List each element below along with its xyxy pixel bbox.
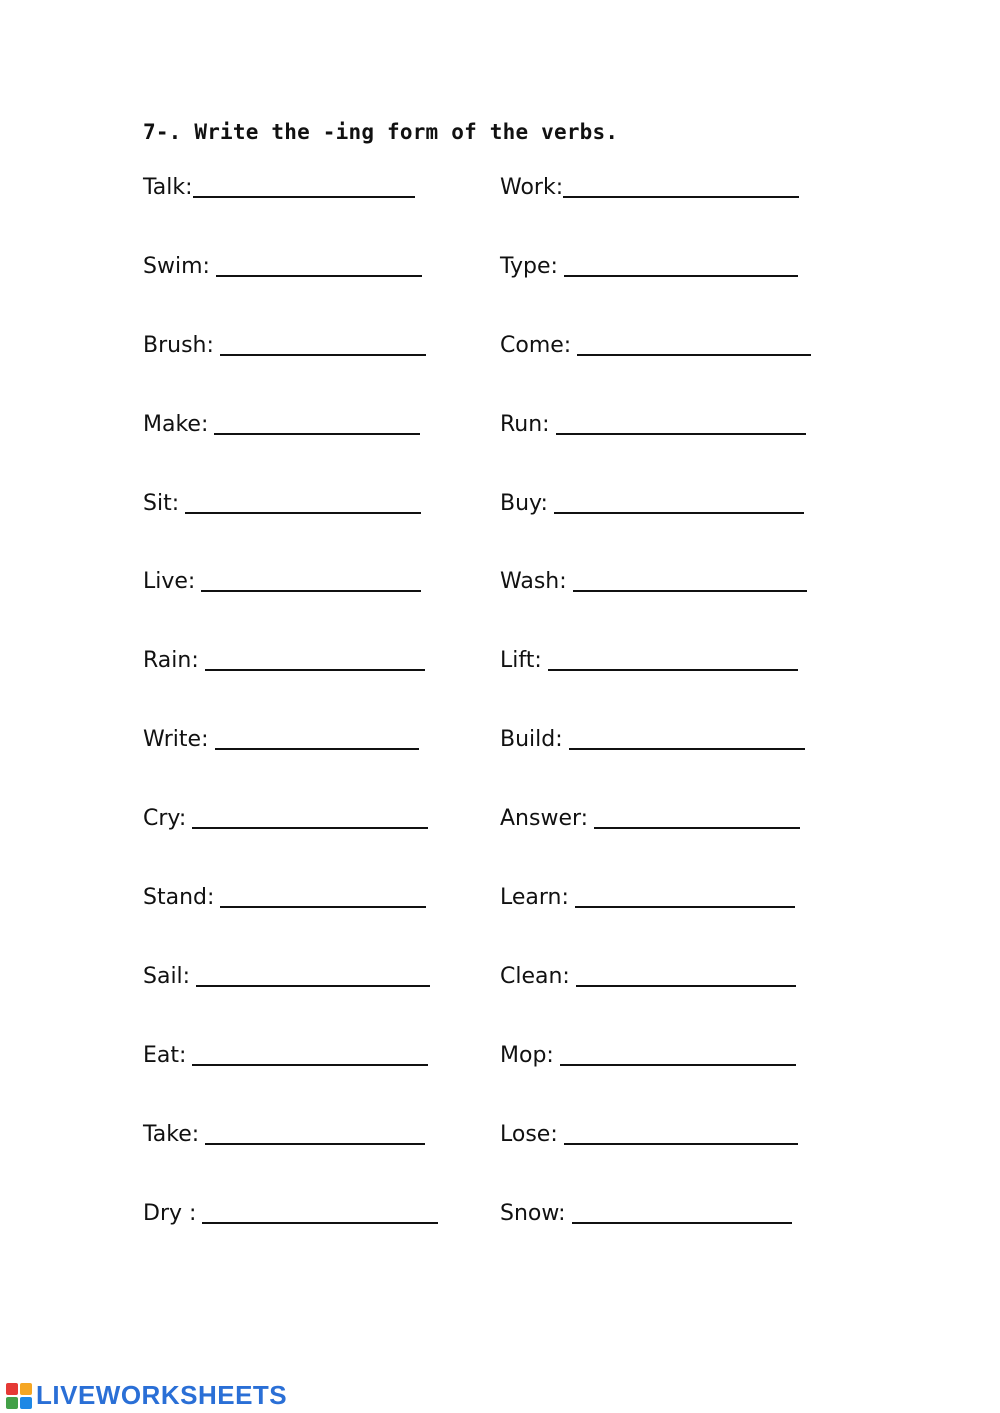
verb-label: Write: xyxy=(143,727,209,752)
verb-item-write xyxy=(143,724,419,752)
verb-item-take xyxy=(143,1119,425,1147)
logo-square-blue xyxy=(20,1397,32,1409)
brand-name: LIVEWORKSHEETS xyxy=(36,1380,288,1410)
verb-label: Swim: xyxy=(143,254,210,279)
verb-label: Make: xyxy=(143,412,209,437)
verb-item-sit xyxy=(143,488,421,516)
answer-blank[interactable] xyxy=(556,413,806,435)
verb-item-answer xyxy=(500,803,800,831)
answer-blank[interactable] xyxy=(564,1123,798,1145)
answer-blank[interactable] xyxy=(569,728,805,750)
answer-blank[interactable] xyxy=(193,176,415,198)
verb-label: Type: xyxy=(500,254,558,279)
verb-label: Sit: xyxy=(143,491,180,516)
verb-item-run xyxy=(500,409,806,437)
verb-item-work xyxy=(500,172,799,200)
answer-blank[interactable] xyxy=(548,649,798,671)
footer-brand xyxy=(6,1380,287,1411)
logo-square-orange xyxy=(20,1383,32,1395)
verb-label: Run: xyxy=(500,412,550,437)
answer-blank[interactable] xyxy=(554,492,804,514)
verb-item-eat xyxy=(143,1040,428,1068)
verb-item-snow xyxy=(500,1198,792,1226)
answer-blank[interactable] xyxy=(594,807,800,829)
answer-blank[interactable] xyxy=(220,334,426,356)
verb-label: Come: xyxy=(500,333,572,358)
verb-label: Learn: xyxy=(500,885,569,910)
verb-label: Snow: xyxy=(500,1201,566,1226)
verb-item-swim xyxy=(143,251,422,279)
answer-blank[interactable] xyxy=(185,492,421,514)
verb-label: Brush: xyxy=(143,333,214,358)
answer-blank[interactable] xyxy=(214,413,420,435)
verb-item-cry xyxy=(143,803,428,831)
answer-blank[interactable] xyxy=(205,649,425,671)
verb-item-come xyxy=(500,330,811,358)
answer-blank[interactable] xyxy=(573,570,807,592)
answer-blank[interactable] xyxy=(220,886,426,908)
answer-blank[interactable] xyxy=(192,807,428,829)
logo-square-red xyxy=(6,1383,18,1395)
verb-item-make xyxy=(143,409,420,437)
verb-label: Cry: xyxy=(143,806,187,831)
verb-label: Buy: xyxy=(500,491,548,516)
answer-blank[interactable] xyxy=(215,728,419,750)
answer-blank[interactable] xyxy=(216,255,422,277)
verb-item-dry xyxy=(143,1198,438,1226)
verb-item-build xyxy=(500,724,805,752)
verb-item-lift xyxy=(500,645,798,673)
verb-label: Build: xyxy=(500,727,563,752)
verb-item-stand xyxy=(143,882,426,910)
verb-item-wash xyxy=(500,566,807,594)
verb-item-talk xyxy=(143,172,415,200)
verb-item-type xyxy=(500,251,798,279)
worksheet-title: 7-. Write the -ing form of the verbs. xyxy=(143,120,619,144)
verb-label: Dry : xyxy=(143,1201,197,1226)
verb-item-rain xyxy=(143,645,425,673)
verb-item-live xyxy=(143,566,421,594)
verb-item-sail xyxy=(143,961,430,989)
verb-label: Eat: xyxy=(143,1043,187,1068)
verb-label: Sail: xyxy=(143,964,191,989)
verb-item-learn xyxy=(500,882,795,910)
verb-item-lose xyxy=(500,1119,798,1147)
answer-blank[interactable] xyxy=(563,176,799,198)
logo-square-green xyxy=(6,1397,18,1409)
answer-blank[interactable] xyxy=(560,1044,796,1066)
answer-blank[interactable] xyxy=(576,965,796,987)
verb-item-brush xyxy=(143,330,426,358)
verb-item-mop xyxy=(500,1040,796,1068)
verb-label: Clean: xyxy=(500,964,570,989)
verb-label: Take: xyxy=(143,1122,200,1147)
answer-blank[interactable] xyxy=(201,570,421,592)
verb-label: Rain: xyxy=(143,648,199,673)
verb-label: Lift: xyxy=(500,648,542,673)
verb-label: Stand: xyxy=(143,885,215,910)
answer-blank[interactable] xyxy=(564,255,798,277)
answer-blank[interactable] xyxy=(192,1044,428,1066)
verb-label: Work: xyxy=(500,175,564,200)
verb-item-buy xyxy=(500,488,804,516)
verb-label: Live: xyxy=(143,569,196,594)
verb-label: Talk: xyxy=(143,175,193,200)
answer-blank[interactable] xyxy=(202,1202,438,1224)
answer-blank[interactable] xyxy=(572,1202,792,1224)
verb-label: Lose: xyxy=(500,1122,558,1147)
answer-blank[interactable] xyxy=(205,1123,425,1145)
answer-blank[interactable] xyxy=(577,334,811,356)
answer-blank[interactable] xyxy=(196,965,430,987)
answer-blank[interactable] xyxy=(575,886,795,908)
verb-item-clean xyxy=(500,961,796,989)
verb-label: Answer: xyxy=(500,806,589,831)
verb-label: Mop: xyxy=(500,1043,554,1068)
liveworksheets-logo-icon xyxy=(6,1383,32,1409)
verb-label: Wash: xyxy=(500,569,567,594)
